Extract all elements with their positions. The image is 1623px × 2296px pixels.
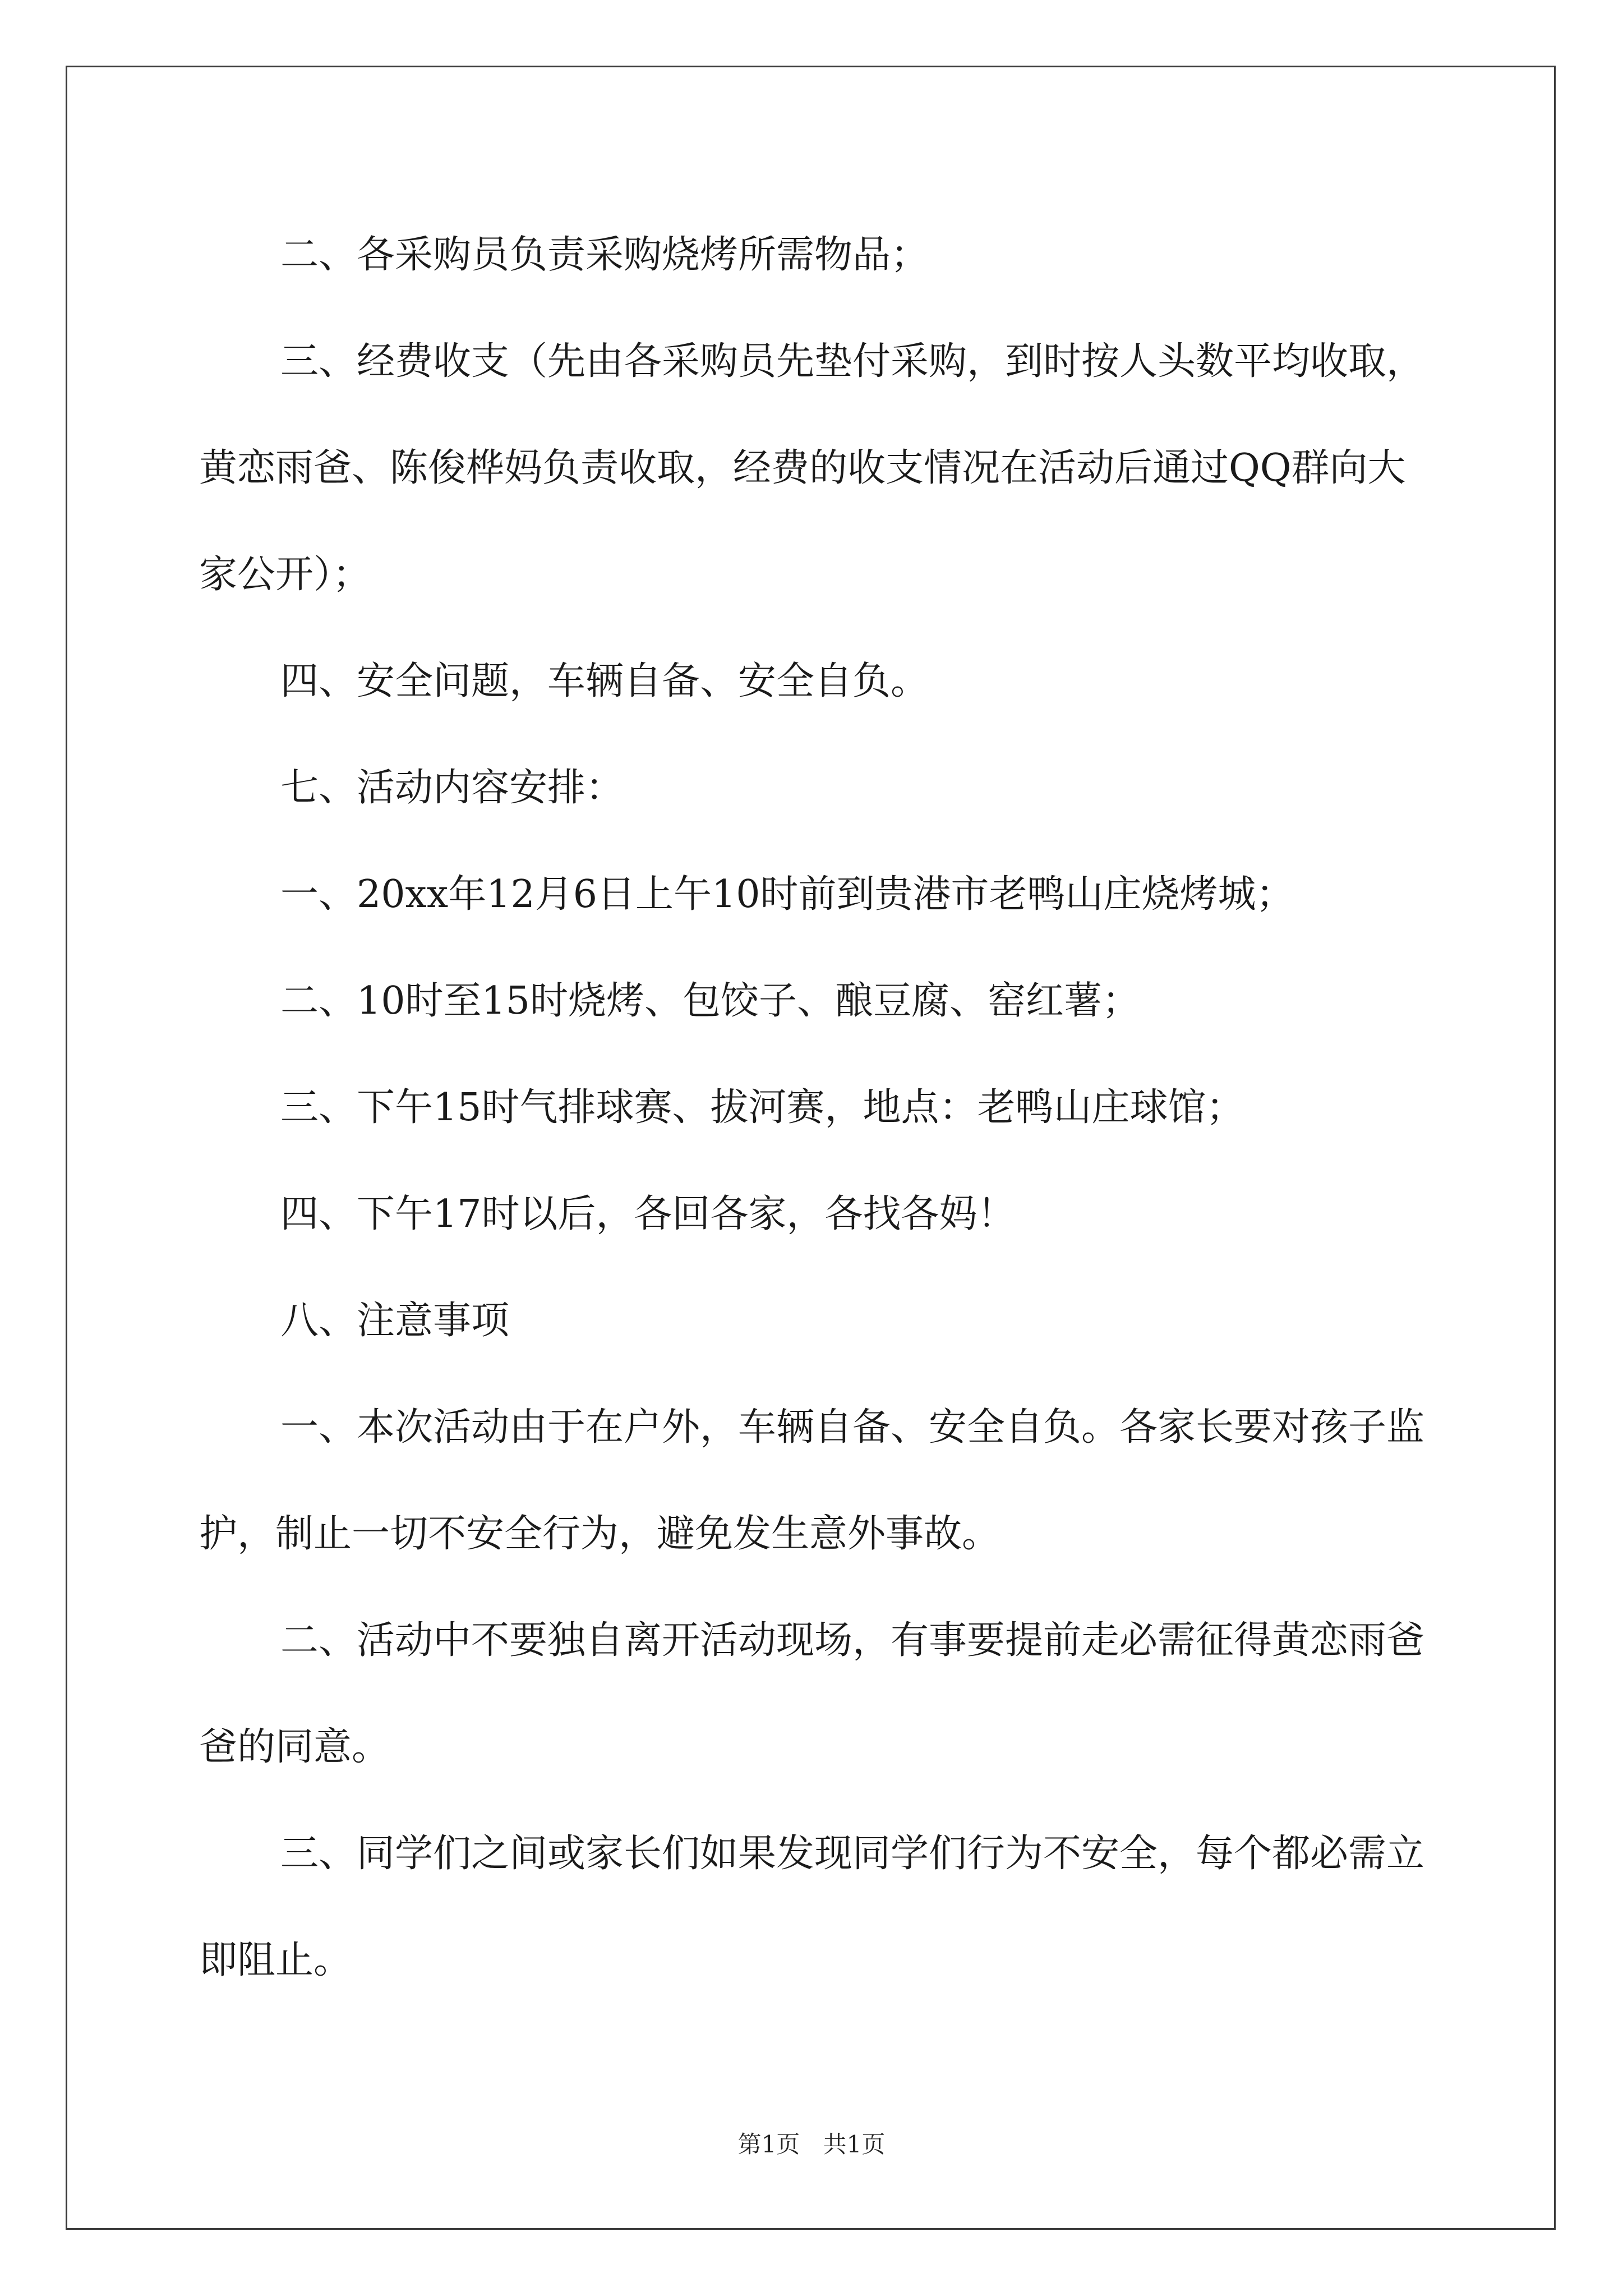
page-number: 第1页 [737, 2131, 800, 2158]
paragraph: 二、各采购员负责采购烧烤所需物品； [280, 233, 929, 277]
page-total: 共1页 [823, 2131, 886, 2158]
paragraph: 四、安全问题，车辆自备、安全自负。 [280, 659, 929, 703]
paragraph: 三、同学们之间或家长们如果发现同学们行为不安全，每个都必需立即阻止。 [199, 1832, 1425, 1982]
paragraph: 一、本次活动由于在户外，车辆自备、安全自负。各家长要对孩子监护，制止一切不安全行为，避免发生意外事故。 [199, 1405, 1425, 1556]
paragraph: 四、下午17时以后，各回各家，各找各妈！ [280, 1192, 1016, 1236]
paragraph: 三、经费收支（先由各采购员先垫付采购，到时按人头数平均收取，黄恋雨爸、陈俊桦妈负责收取，经费的收支情况在活动后通过QQ群向大家公开）； [199, 339, 1425, 597]
paragraph: 一、20xx年12月6日上午10时前到贵港市老鸭山庄烧烤城； [280, 872, 1294, 917]
page-footer [0, 2126, 1623, 2160]
paragraph: 七、活动内容安排： [280, 766, 624, 810]
paragraph: 二、活动中不要独自离开活动现场，有事要提前走必需征得黄恋雨爸爸的同意。 [199, 1618, 1425, 1769]
paragraph: 二、10时至15时烧烤、包饺子、酿豆腐、窑红薯； [280, 979, 1141, 1023]
paragraph: 八、注意事项 [280, 1299, 510, 1343]
paragraph: 三、下午15时气排球赛、拔河赛，地点：老鸭山庄球馆； [280, 1085, 1244, 1130]
